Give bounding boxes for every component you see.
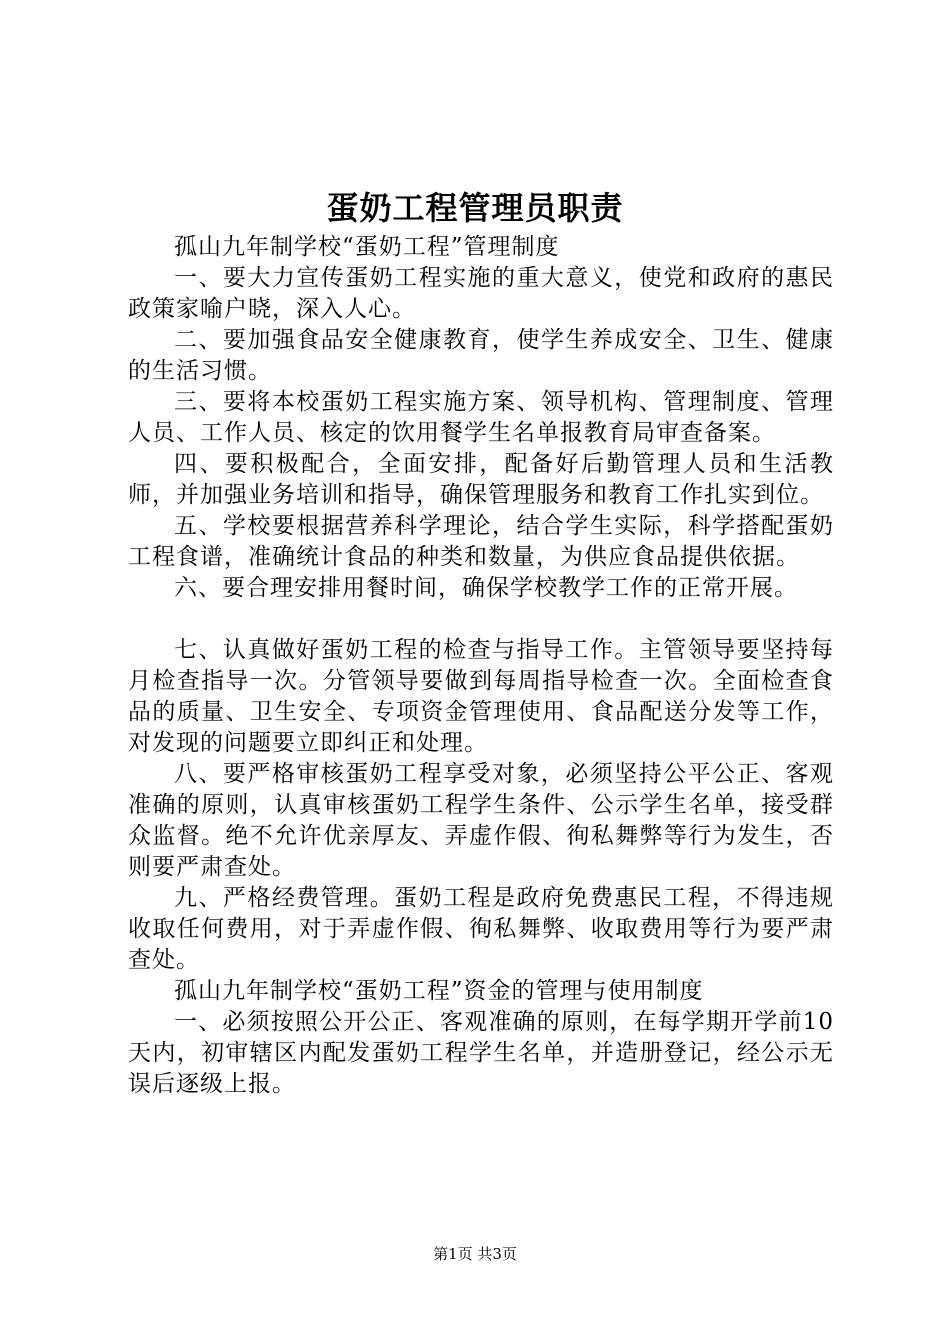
paragraph: 八、要严格审核蛋奶工程享受对象，必须坚持公平公正、客观准确的原则，认真审核蛋奶工程学生条件、公示学生名单，接受群众监督。绝不允许优亲厚友、弄虚作假、徇私舞弊等行为发生，否则要严肃查处。 [128, 761, 834, 880]
paragraph: 五、学校要根据营养科学理论，结合学生实际，科学搭配蛋奶工程食谱，准确统计食品的种类和数量，为供应食品提供依据。 [128, 513, 834, 570]
page-number-footer: 第1页 共3页 [433, 1245, 517, 1263]
paragraph: 二、要加强食品安全健康教育，使学生养成安全、卫生、健康的生活习惯。 [128, 327, 834, 384]
paragraph: 七、认真做好蛋奶工程的检查与指导工作。主管领导要坚持每月检查指导一次。分管领导要做到每周指导检查一次。全面检查食品的质量、卫生安全、专项资金管理使用、食品配送分发等工作，对发现的问题要立即纠正和处理。 [128, 637, 834, 756]
document-title: 蛋奶工程管理员职责 [326, 189, 624, 227]
paragraph: 九、严格经费管理。蛋奶工程是政府免费惠民工程，不得违规收取任何费用，对于弄虚作假、徇私舞弊、收取费用等行为要严肃查处。 [128, 885, 834, 973]
paragraph: 三、要将本校蛋奶工程实施方案、领导机构、管理制度、管理人员、工作人员、核定的饮用餐学生名单报教育局审查备案。 [128, 389, 834, 446]
section-heading: 孤山九年制学校“蛋奶工程”资金的管理与使用制度 [174, 978, 704, 1004]
paragraph: 四、要积极配合，全面安排，配备好后勤管理人员和生活教师，并加强业务培训和指导，确保管理服务和教育工作扎实到位。 [128, 451, 834, 508]
document-body [128, 232, 834, 1100]
paragraph: 一、必须按照公开公正、客观准确的原则，在每学期开学前10天内，初审辖区内配发蛋奶工程学生名单，并造册登记，经公示无误后逐级上报。 [128, 1009, 834, 1097]
blank-line [128, 604, 834, 635]
paragraph: 六、要合理安排用餐时间，确保学校教学工作的正常开展。 [174, 575, 798, 601]
paragraph: 一、要大力宣传蛋奶工程实施的重大意义，使党和政府的惠民政策家喻户晓，深入人心。 [128, 265, 834, 322]
section-heading: 孤山九年制学校“蛋奶工程”管理制度 [174, 234, 560, 260]
